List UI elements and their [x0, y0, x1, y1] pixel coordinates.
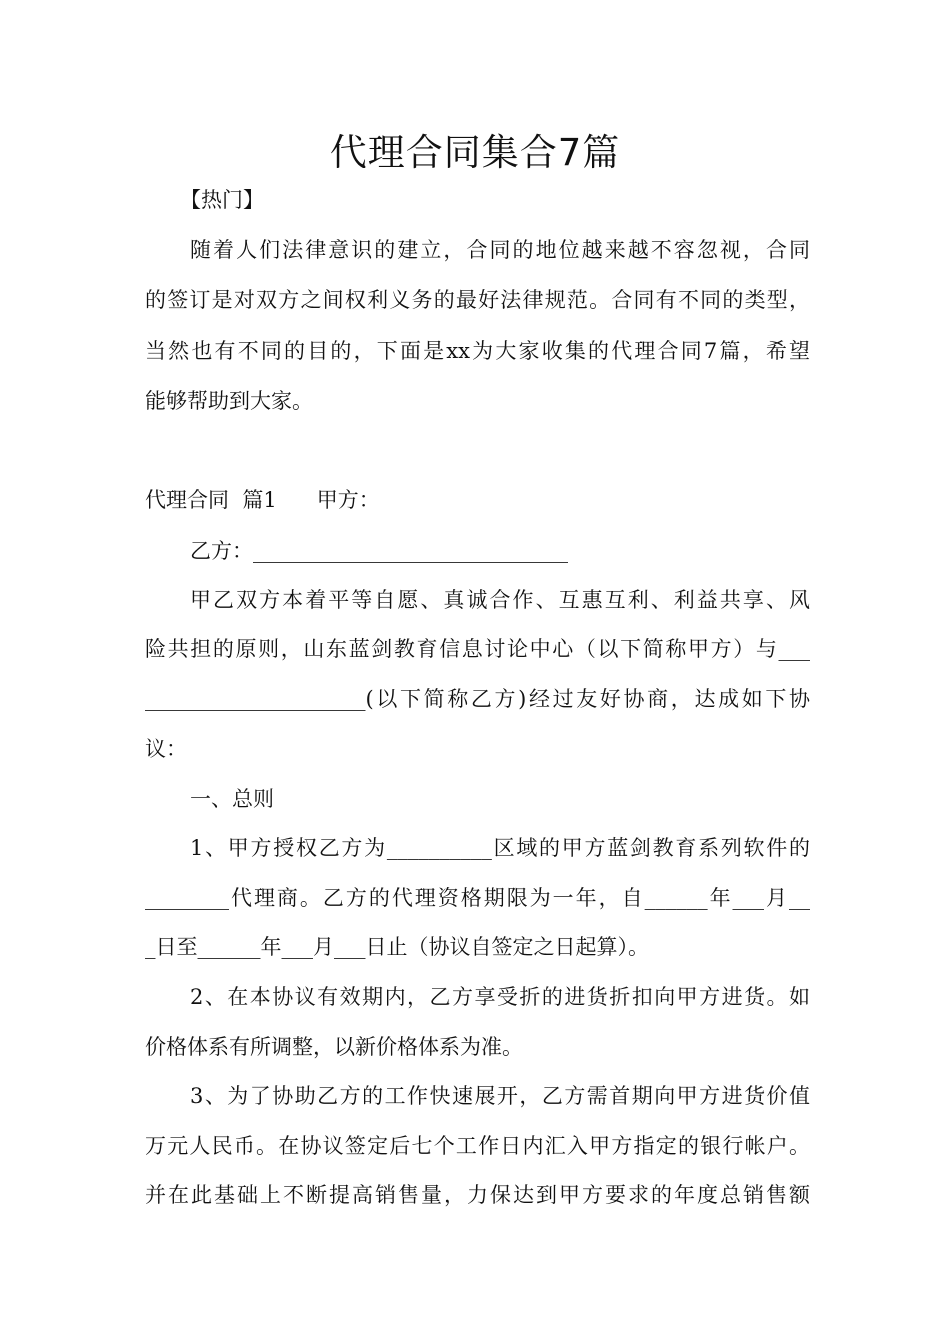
clause-3-line-3: 并在此基础上不断提高销售量，力保达到甲方要求的年度总销售额: [145, 1183, 810, 1207]
document-title: 代理合同集合7篇: [329, 131, 621, 174]
hot-tag: 【热门】: [180, 188, 264, 212]
clause-1-line-1: 1、甲方授权乙方为__________区域的甲方蓝剑教育系列软件的: [190, 836, 810, 860]
preamble-line-1: 甲乙双方本着平等自愿、真诚合作、互惠互利、利益共享、风: [190, 588, 810, 612]
clause-1-line-2: ________代理商。乙方的代理资格期限为一年，自______年___月__: [145, 886, 810, 910]
intro-line-1: 随着人们法律意识的建立，合同的地位越来越不容忽视，合同: [190, 238, 810, 262]
preamble-line-4: 议：: [145, 737, 187, 761]
intro-line-4: 能够帮助到大家。: [145, 389, 313, 413]
preamble-line-2: 险共担的原则，山东蓝剑教育信息讨论中心（以下简称甲方）与___: [145, 637, 810, 661]
section-heading: 代理合同 篇1 甲方：: [145, 488, 380, 512]
clause-2-line-1: 2、在本协议有效期内，乙方享受折的进货折扣向甲方进货。如: [190, 985, 810, 1009]
clause-3-line-1: 3、为了协助乙方的工作快速展开，乙方需首期向甲方进货价值: [190, 1084, 810, 1108]
clause-1-line-3: _日至______年___月___日止（协议自签定之日起算）。: [145, 935, 649, 959]
party-b-line: 乙方：______________________________: [190, 539, 568, 563]
intro-line-3: 当然也有不同的目的，下面是xx为大家收集的代理合同7篇，希望: [145, 339, 810, 363]
preamble-line-3: _____________________(以下简称乙方)经过友好协商，达成如下协: [145, 687, 810, 711]
intro-line-2: 的签订是对双方之间权利义务的最好法律规范。合同有不同的类型，: [145, 288, 810, 312]
clause-3-line-2: 万元人民币。在协议签定后七个工作日内汇入甲方指定的银行帐户。: [145, 1134, 810, 1158]
clause-2-line-2: 价格体系有所调整，以新价格体系为准。: [145, 1035, 523, 1059]
general-heading: 一、总则: [190, 787, 274, 811]
